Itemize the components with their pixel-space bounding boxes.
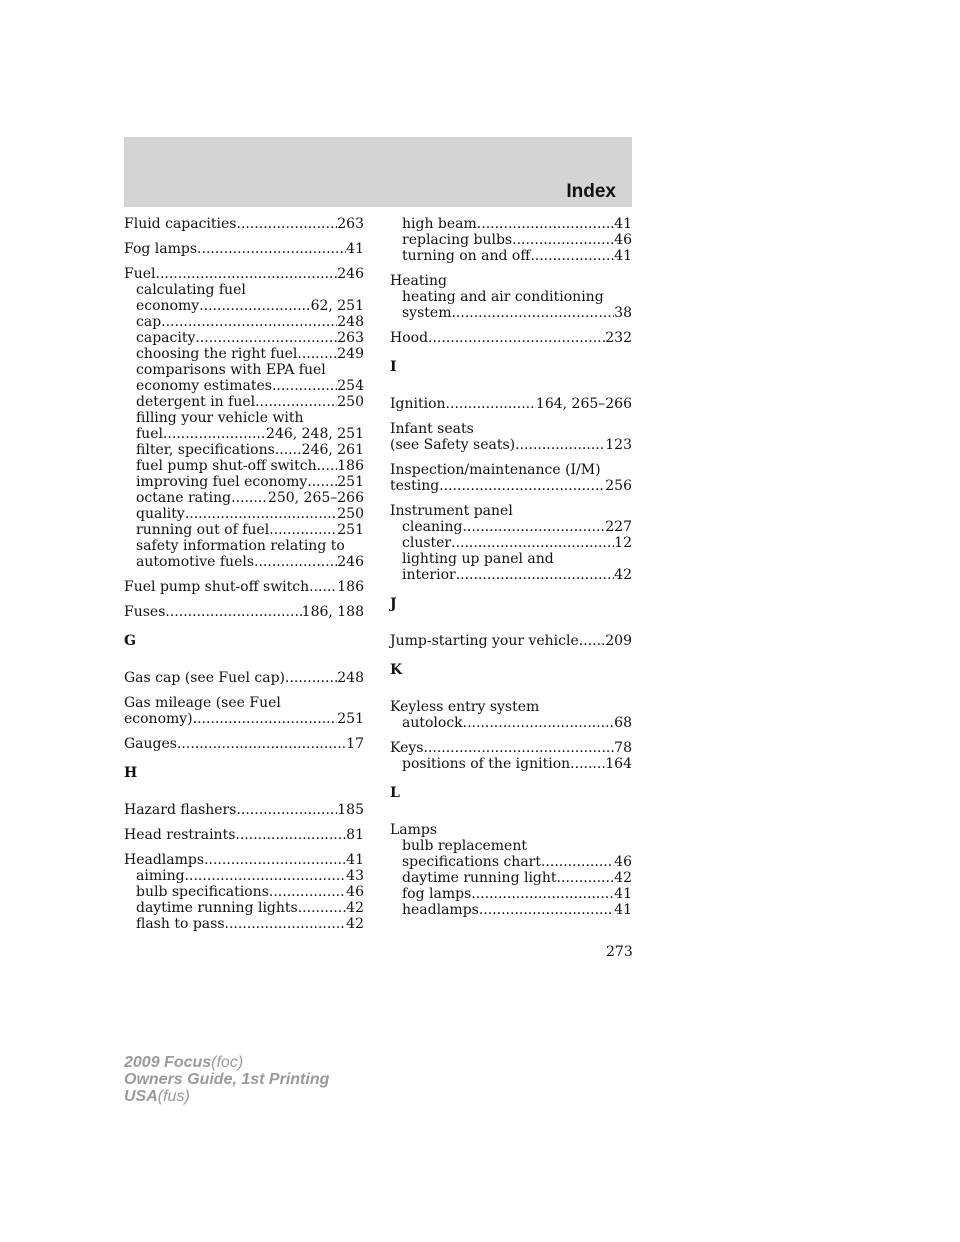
entry-term: calculating fuel [136, 282, 246, 298]
entry-term: Instrument panel [390, 503, 513, 519]
entry-page-ref: 41 [614, 886, 632, 902]
entry-term: Hood [390, 330, 429, 346]
entry-page-ref: 263 [337, 216, 364, 232]
entry-page-ref: 38 [614, 305, 632, 321]
index-entry [390, 462, 632, 494]
dot-leader [428, 330, 605, 346]
index-entry-line [390, 421, 632, 437]
entry-term: economy estimates [136, 378, 272, 394]
index-letter-heading: J [390, 596, 397, 612]
entry-page-ref: 78 [614, 740, 632, 756]
entry-term: Fog lamps [124, 241, 198, 257]
index-letter-heading: I [390, 359, 397, 375]
entry-term: system [402, 305, 452, 321]
index-letter-heading: L [390, 785, 400, 801]
entry-term: filling your vehicle with [136, 410, 304, 426]
index-column-right [390, 216, 632, 927]
dot-leader [462, 519, 605, 535]
index-entry [390, 396, 632, 412]
entry-term: Headlamps [124, 852, 205, 868]
dot-leader [579, 633, 605, 649]
entry-term: bulb specifications [136, 884, 269, 900]
entry-page-ref: 263 [337, 330, 364, 346]
entry-page-ref: 41 [346, 241, 364, 257]
entry-term: Gas cap (see Fuel cap) [124, 670, 285, 686]
page-number: 273 [606, 944, 633, 960]
entry-term: comparisons with EPA fuel [136, 362, 326, 378]
dot-leader [195, 330, 337, 346]
entry-page-ref: 250 [337, 394, 364, 410]
dot-leader [463, 715, 615, 731]
entry-page-ref: 251 [337, 522, 364, 538]
index-entry-line [390, 273, 632, 289]
entry-page-ref: 17 [346, 736, 364, 752]
index-subentry-line [390, 551, 632, 567]
index-entry-line [124, 579, 364, 595]
index-entry [124, 604, 364, 620]
index-subentry-line [124, 362, 364, 378]
index-entry-line [124, 827, 364, 843]
index-subentry-line [390, 567, 632, 583]
entry-term: daytime running lights [136, 900, 298, 916]
footer-edition: Owners Guide, 1st Printing [124, 1071, 330, 1088]
dot-leader [446, 396, 536, 412]
dot-leader [254, 554, 337, 570]
index-subentry-line [390, 216, 632, 232]
footer-market-code: (fus) [157, 1088, 190, 1105]
index-subentry-line [124, 474, 364, 490]
entry-term: Fluid capacities [124, 216, 237, 232]
index-entry [124, 216, 364, 232]
index-subentry-line [124, 282, 364, 298]
index-letter-heading: H [124, 765, 138, 781]
index-entry [124, 266, 364, 570]
entry-page-ref: 232 [605, 330, 632, 346]
footer-model-code: (foc) [211, 1054, 244, 1071]
footer-model: 2009 Focus [124, 1054, 212, 1071]
dot-leader [161, 314, 337, 330]
entry-term: capacity [136, 330, 196, 346]
footer-line-2 [124, 1071, 329, 1088]
index-column-left [124, 216, 364, 941]
entry-term: headlamps [402, 902, 479, 918]
index-entry [390, 699, 632, 731]
entry-page-ref: 250, 265–266 [267, 490, 364, 506]
entry-page-ref: 185 [337, 802, 364, 818]
entry-term: fog lamps [402, 886, 472, 902]
entry-term: Hazard flashers [124, 802, 237, 818]
index-entry-line [390, 633, 632, 649]
entry-term: Keys [390, 740, 424, 756]
dot-leader [185, 506, 337, 522]
index-subentry-line [390, 902, 632, 918]
index-entry [124, 802, 364, 818]
entry-page-ref: 42 [614, 870, 632, 886]
dot-leader [530, 248, 614, 264]
dot-leader [456, 567, 614, 583]
index-entry-line [390, 478, 632, 494]
index-subentry-line [124, 522, 364, 538]
dot-leader [477, 216, 614, 232]
index-entry [390, 330, 632, 346]
entry-term: aiming [136, 868, 185, 884]
entry-page-ref: 46 [614, 232, 632, 248]
entry-page-ref: 62, 251 [310, 298, 364, 314]
dot-leader [557, 870, 615, 886]
dot-leader [512, 232, 614, 248]
index-subentry-line [390, 715, 632, 731]
entry-page-ref: 227 [605, 519, 632, 535]
dot-leader [163, 426, 266, 442]
entry-page-ref: 246 [337, 266, 364, 282]
dot-leader [451, 305, 614, 321]
entry-term: Lamps [390, 822, 438, 838]
index-subentry-line [124, 884, 364, 900]
index-subentry-line [390, 535, 632, 551]
index-subentry-line [124, 410, 364, 426]
dot-leader [185, 868, 347, 884]
entry-page-ref: 41 [614, 902, 632, 918]
index-entry-line [390, 462, 632, 478]
index-subentry-line [124, 330, 364, 346]
dot-leader [423, 740, 614, 756]
index-entry [390, 633, 632, 649]
entry-page-ref: 41 [614, 248, 632, 264]
dot-leader [193, 711, 338, 727]
dot-leader [298, 900, 346, 916]
index-entry [124, 827, 364, 843]
entry-page-ref: 46 [614, 854, 632, 870]
entry-term: Fuses [124, 604, 166, 620]
index-subentry-line [390, 756, 632, 772]
page-title: Index [566, 181, 616, 202]
dot-leader [255, 394, 337, 410]
index-letter-heading: K [390, 662, 403, 678]
entry-page-ref: 251 [337, 711, 364, 727]
index-subentry-line [390, 886, 632, 902]
entry-term: (see Safety seats) [390, 437, 516, 453]
index-subentry-line [390, 289, 632, 305]
entry-page-ref: 250 [337, 506, 364, 522]
dot-leader [451, 535, 614, 551]
index-entry-line [124, 736, 364, 752]
index-entry-line [124, 604, 364, 620]
index-entry-line [124, 852, 364, 868]
entry-page-ref: 251 [337, 474, 364, 490]
dot-leader [235, 827, 346, 843]
entry-page-ref: 256 [605, 478, 632, 494]
entry-page-ref: 42 [614, 567, 632, 583]
index-entry [390, 822, 632, 918]
entry-page-ref: 186 [337, 458, 364, 474]
index-subentry-line [124, 916, 364, 932]
index-subentry-line [124, 490, 364, 506]
entry-page-ref: 246, 261 [301, 442, 364, 458]
footer-line-1 [124, 1054, 329, 1071]
entry-term: running out of fuel [136, 522, 270, 538]
dot-leader [269, 884, 346, 900]
dot-leader [156, 266, 338, 282]
index-entry-line [390, 437, 632, 453]
index-subentry-line [390, 232, 632, 248]
entry-term: high beam [402, 216, 477, 232]
entry-page-ref: 43 [346, 868, 364, 884]
index-subentry-line [124, 298, 364, 314]
entry-term: Inspection/maintenance (I/M) [390, 462, 601, 478]
entry-term: daytime running light [402, 870, 557, 886]
dot-leader [272, 378, 337, 394]
index-entry-line [390, 822, 632, 838]
entry-page-ref: 209 [605, 633, 632, 649]
entry-page-ref: 41 [614, 216, 632, 232]
entry-term: Fuel [124, 266, 156, 282]
entry-term: Infant seats [390, 421, 474, 437]
index-entry-line [390, 503, 632, 519]
index-entry-line [124, 241, 364, 257]
dot-leader [541, 854, 614, 870]
entry-term: improving fuel economy [136, 474, 308, 490]
index-subentry-line [390, 305, 632, 321]
entry-page-ref: 248 [337, 670, 364, 686]
entry-term: fuel pump shut-off switch [136, 458, 317, 474]
entry-term: lighting up panel and [402, 551, 554, 567]
entry-page-ref: 186, 188 [301, 604, 364, 620]
index-subentry-line [390, 248, 632, 264]
footer-market: USA [124, 1088, 158, 1105]
dot-leader [204, 852, 346, 868]
entry-page-ref: 186 [337, 579, 364, 595]
index-entry [124, 241, 364, 257]
entry-term: Jump-starting your vehicle [390, 633, 579, 649]
entry-term: cleaning [402, 519, 463, 535]
entry-term: Head restraints [124, 827, 236, 843]
dot-leader [231, 490, 268, 506]
entry-term: automotive fuels [136, 554, 255, 570]
index-subentry-line [390, 854, 632, 870]
dot-leader [275, 442, 302, 458]
index-entry [390, 421, 632, 453]
entry-term: fuel [136, 426, 163, 442]
entry-page-ref: 42 [346, 916, 364, 932]
entry-page-ref: 46 [346, 884, 364, 900]
entry-term: economy [136, 298, 200, 314]
index-entry [390, 740, 632, 772]
entry-page-ref: 248 [337, 314, 364, 330]
dot-leader [165, 604, 301, 620]
index-subentry-line [124, 506, 364, 522]
index-entry [124, 736, 364, 752]
entry-page-ref: 81 [346, 827, 364, 843]
entry-term: choosing the right fuel [136, 346, 298, 362]
dot-leader [471, 886, 614, 902]
entry-term: Keyless entry system [390, 699, 540, 715]
entry-term: cap [136, 314, 162, 330]
entry-page-ref: 42 [346, 900, 364, 916]
header-band [124, 137, 632, 207]
dot-leader [177, 736, 346, 752]
entry-term: specifications chart [402, 854, 541, 870]
dot-leader [237, 216, 338, 232]
dot-leader [439, 478, 605, 494]
dot-leader [269, 522, 337, 538]
index-entry [390, 273, 632, 321]
index-subentry-line [124, 538, 364, 554]
index-subentry-line [124, 458, 364, 474]
index-entry-line [124, 695, 364, 711]
entry-term: economy) [124, 711, 193, 727]
entry-page-ref: 68 [614, 715, 632, 731]
dot-leader [285, 670, 337, 686]
dot-leader [225, 916, 347, 932]
entry-term: detergent in fuel [136, 394, 256, 410]
entry-page-ref: 249 [337, 346, 364, 362]
index-entry [390, 503, 632, 583]
index-subentry-line [390, 870, 632, 886]
entry-page-ref: 12 [614, 535, 632, 551]
entry-page-ref: 164, 265–266 [535, 396, 632, 412]
index-subentry-line [124, 442, 364, 458]
index-entry-line [124, 266, 364, 282]
entry-term: testing [390, 478, 440, 494]
entry-term: Gas mileage (see Fuel [124, 695, 281, 711]
index-entry-line [390, 396, 632, 412]
dot-leader [197, 241, 346, 257]
index-subentry-line [390, 519, 632, 535]
entry-term: Fuel pump shut-off switch [124, 579, 310, 595]
entry-page-ref: 254 [337, 378, 364, 394]
index-subentry-line [124, 394, 364, 410]
index-subentry-line [390, 838, 632, 854]
index-subentry-line [124, 378, 364, 394]
entry-page-ref: 123 [605, 437, 632, 453]
index-subentry-line [124, 314, 364, 330]
dot-leader [515, 437, 605, 453]
footer-line-3 [124, 1088, 329, 1105]
entry-term: filter, specifications [136, 442, 275, 458]
index-entry [124, 695, 364, 727]
entry-term: positions of the ignition [402, 756, 571, 772]
dot-leader [309, 579, 337, 595]
entry-term: cluster [402, 535, 452, 551]
index-entry [390, 216, 632, 264]
entry-page-ref: 246 [337, 554, 364, 570]
dot-leader [199, 298, 310, 314]
entry-term: replacing bulbs [402, 232, 513, 248]
entry-term: Gauges [124, 736, 177, 752]
entry-term: Ignition [390, 396, 446, 412]
entry-term: interior [402, 567, 456, 583]
entry-term: quality [136, 506, 185, 522]
index-subentry-line [124, 346, 364, 362]
index-entry [124, 670, 364, 686]
index-entry-line [390, 740, 632, 756]
index-entry-line [390, 699, 632, 715]
dot-leader [236, 802, 337, 818]
entry-page-ref: 246, 248, 251 [266, 426, 364, 442]
dot-leader [307, 474, 337, 490]
entry-term: heating and air conditioning [402, 289, 604, 305]
index-entry-line [390, 330, 632, 346]
dot-leader [297, 346, 337, 362]
index-subentry-line [124, 868, 364, 884]
entry-term: safety information relating to [136, 538, 345, 554]
entry-term: Heating [390, 273, 447, 289]
entry-page-ref: 41 [346, 852, 364, 868]
index-entry [124, 579, 364, 595]
print-footer [124, 1054, 329, 1105]
index-subentry-line [124, 426, 364, 442]
entry-term: autolock [402, 715, 463, 731]
entry-term: flash to pass [136, 916, 225, 932]
index-subentry-line [124, 900, 364, 916]
entry-term: octane rating [136, 490, 232, 506]
dot-leader [570, 756, 605, 772]
index-subentry-line [124, 554, 364, 570]
index-entry-line [124, 711, 364, 727]
entry-term: bulb replacement [402, 838, 527, 854]
index-entry [124, 852, 364, 932]
entry-term: turning on and off [402, 248, 531, 264]
index-entry-line [124, 802, 364, 818]
dot-leader [317, 458, 338, 474]
index-entry-line [124, 670, 364, 686]
index-letter-heading: G [124, 633, 136, 649]
index-entry-line [124, 216, 364, 232]
dot-leader [479, 902, 614, 918]
entry-page-ref: 164 [605, 756, 632, 772]
